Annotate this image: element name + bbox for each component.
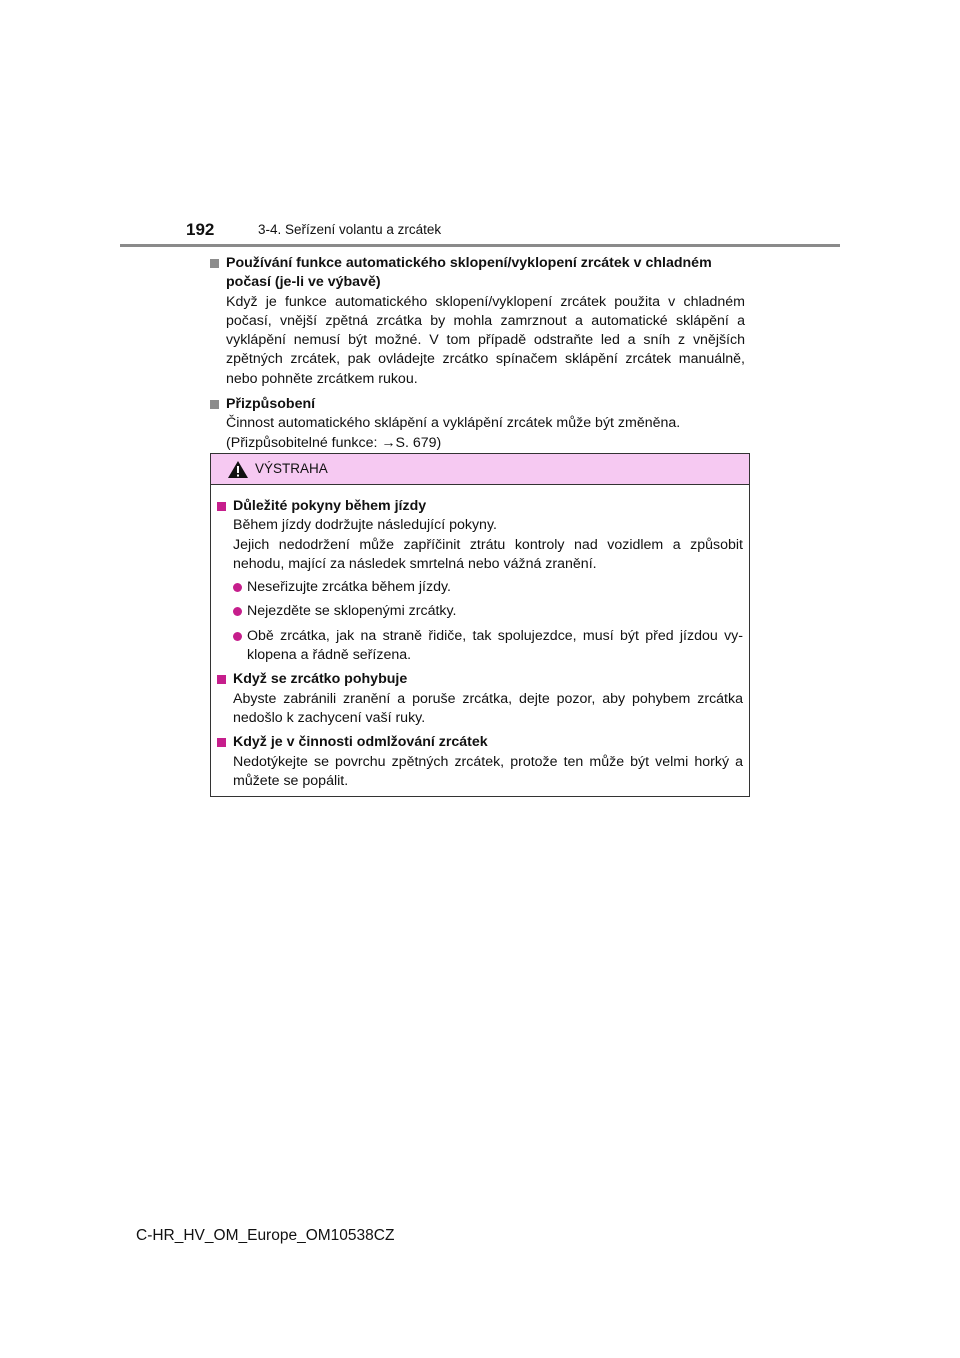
section-heading-text: Používání funkce automatického sklopení/vyklopení zrcátek v chladném počasí (je-li ve výbavě)	[226, 255, 712, 291]
round-bullet-icon	[233, 583, 242, 592]
list-item-text: Neseřizujte zrcátka během jízdy.	[247, 579, 451, 596]
warning-heading-text: Důležité pokyny během jízdy	[233, 498, 427, 514]
section-cold-weather	[210, 254, 745, 389]
section-customization	[210, 395, 745, 453]
round-bullet-icon	[233, 607, 242, 616]
square-bullet-icon	[217, 502, 226, 511]
section-heading-text: Přizpůsobení	[226, 396, 316, 413]
warning-header	[211, 454, 749, 485]
list-item-text: Obě zrcátka, jak na straně řidiče, tak spolujezdce, musí být před jízdou vyklopena a řádně seřízena.	[247, 627, 743, 664]
square-bullet-icon	[217, 738, 226, 747]
list-item	[217, 627, 743, 666]
warning-title: VÝSTRAHA	[255, 461, 328, 476]
warning-heading	[217, 670, 743, 689]
section-title: 3-4. Seřízení volantu a zrcátek	[258, 222, 442, 237]
list-item	[217, 602, 743, 621]
square-bullet-icon	[210, 400, 219, 409]
warning-text: Nedotýkejte se povrchu zpětných zrcátek, protože ten může být velmi horký a můžete se popálit.	[233, 753, 743, 789]
warning-block-mirror-moving	[217, 670, 743, 728]
header-rule	[120, 244, 840, 247]
section-heading	[210, 395, 745, 414]
list-item-text: Nejezděte se sklopenými zrcátky.	[247, 603, 457, 620]
section-text: Když je funkce automatického sklopení/vyklopení zrcátek použita v chladném počasí, vnější zpětná zrcátka by mohla zamrznout a automatické sklápění a vyklápění nemusí být možné. V tom případě odstraňte led a sníh z vnějších zpětných zrcátek, pak ovládejte zrcátko spínačem sklápění zrcátek manuálně, nebo pohněte zrcátkem rukou.	[226, 293, 745, 387]
square-bullet-icon	[217, 675, 226, 684]
warning-heading	[217, 497, 743, 516]
warning-block-defogger	[217, 733, 743, 791]
warning-box	[210, 453, 750, 797]
document-code: C-HR_HV_OM_Europe_OM10538CZ	[136, 1227, 395, 1244]
warning-triangle-icon	[227, 460, 249, 484]
square-bullet-icon	[210, 259, 219, 268]
warning-text: Jejich nedodržení může zapříčinit ztrátu kontroly nad vozidlem a způsobit nehodu, mající za následek smrtelná nebo vážná zranění.	[233, 536, 743, 572]
warning-block-driving	[217, 497, 743, 665]
round-bullet-icon	[233, 632, 242, 641]
list-item	[217, 578, 743, 597]
page-number: 192	[186, 220, 215, 239]
warning-body	[211, 485, 749, 791]
section-heading	[210, 254, 745, 293]
warning-heading-text: Když je v činnosti odmlžování zrcátek	[233, 734, 488, 751]
warning-text: Abyste zabránili zranění a poruše zrcátka, dejte pozor, aby pohybem zrcátka nedošlo k zachycení vaší ruky.	[233, 690, 743, 726]
warning-heading-text: Když se zrcátko pohybuje	[233, 671, 408, 688]
main-content	[210, 254, 745, 459]
warning-text: Během jízdy dodržujte následující pokyny.	[233, 517, 497, 534]
page-reference: (Přizpůsobitelné funkce: →S. 679)	[226, 434, 442, 451]
section-text: Činnost automatického sklápění a vyklápění zrcátek může být změněna.	[226, 415, 681, 432]
warning-heading	[217, 733, 743, 752]
